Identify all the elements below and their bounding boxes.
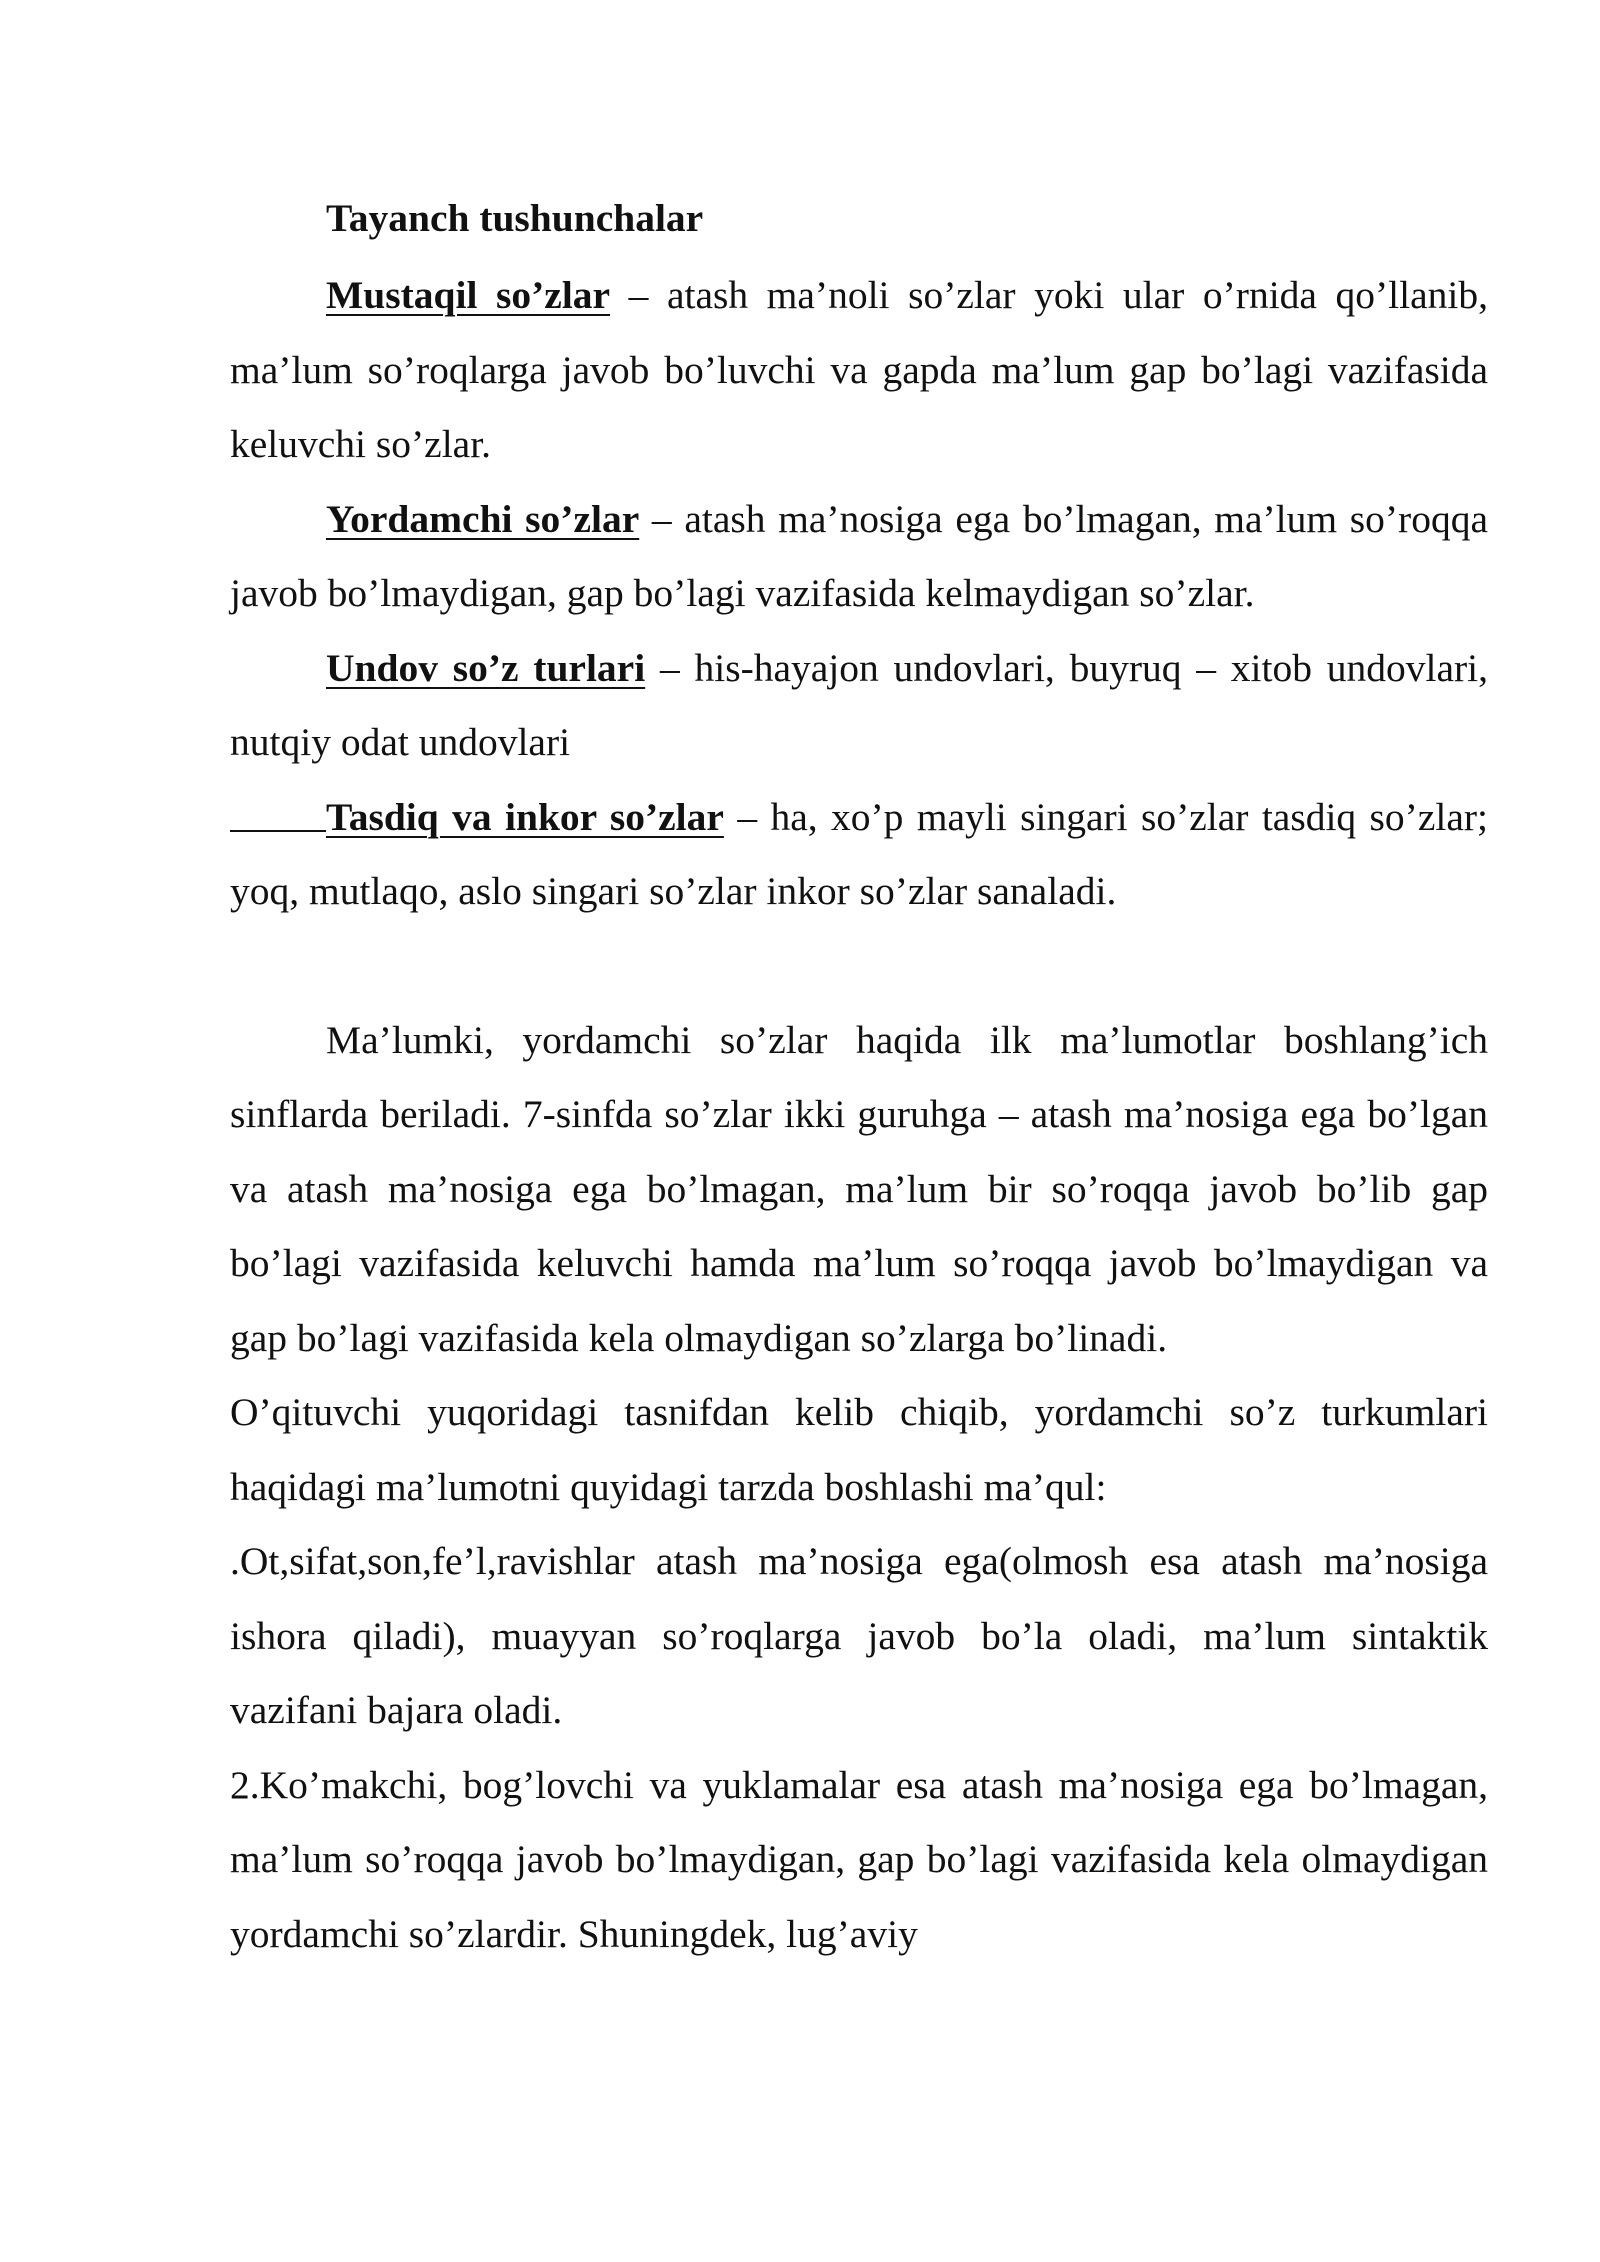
definition-undov <box>230 631 1488 780</box>
definition-text: – his-hayajon undovlari, buyruq – xitob undovlari, nutqiy odat undovlari <box>230 645 1488 764</box>
definition-term: Yordamchi so’zlar <box>326 496 640 541</box>
definition-term: Mustaqil so’zlar <box>326 273 611 317</box>
definition-term: Tasdiq va inkor so’zlar <box>326 794 724 839</box>
definition-text: – atash ma’noli so’zlar yoki ular o’rnida qo’llanib, ma’lum so’roqlarga javob bo’luvchi va gapda ma’lum gap bo’lagi vazifasida keluvchi so’zlar. <box>230 273 1488 466</box>
body-paragraph: O’qituvchi yuqoridagi tasnifdan kelib chiqib, yordamchi so’z turkumlari haqidagi ma’lumotni quyidagi tarzda boshlashi ma’qul: <box>230 1390 1488 1509</box>
body-paragraph: 2.Ko’makchi, bog’lovchi va yuklamalar esa atash ma’nosiga ega bo’lmagan, ma’lum so’roqqa javob bo’lmaydigan, gap bo’lagi vazifasida kela olmaydigan yordamchi so’zlardir. Shuningdek, lug’aviy <box>230 1762 1488 1956</box>
definition-yordamchi <box>230 482 1488 631</box>
document-body <box>230 182 1488 1971</box>
body-paragraph: .Ot,sifat,son,fe’l,ravishlar atash ma’nosiga ega(olmosh esa atash ma’nosiga ishora qiladi), muayyan so’roqlarga javob bo’la oladi, ma’lum sintaktik vazifani bajara oladi. <box>230 1539 1488 1732</box>
underline-lead <box>230 790 326 832</box>
definition-tasdiq <box>230 780 1488 929</box>
definition-mustaqil <box>230 258 1488 482</box>
definition-text: – ha, xo’p mayli singari so’zlar tasdiq so’zlar; yoq, mutlaqo, aslo singari so’zlar inkor so’zlar sanaladi. <box>230 794 1488 913</box>
section-heading: Tayanch tushunchalar <box>326 196 704 240</box>
body-paragraph: Ma’lumki, yordamchi so’zlar haqida ilk ma’lumotlar boshlang’ich sinflarda beriladi. 7-sinfda so’zlar ikki guruhga – atash ma’nosiga ega bo’lgan va atash ma’nosiga ega bo’lmagan, ma’lum bir so’roqqa javob bo’lib gap bo’lagi vazifasida keluvchi hamda ma’lum so’roqqa javob bo’lmaydigan va gap bo’lagi vazifasida kela olmaydigan so’zlarga bo’linadi. <box>230 1017 1488 1360</box>
paragraph-gap <box>230 929 1488 1003</box>
definition-text: – atash ma’nosiga ega bo’lmagan, ma’lum so’roqqa javob bo’lmaydigan, gap bo’lagi vazifasida kelmaydigan so’zlar. <box>230 496 1488 615</box>
definition-term: Undov so’z turlari <box>326 645 646 690</box>
